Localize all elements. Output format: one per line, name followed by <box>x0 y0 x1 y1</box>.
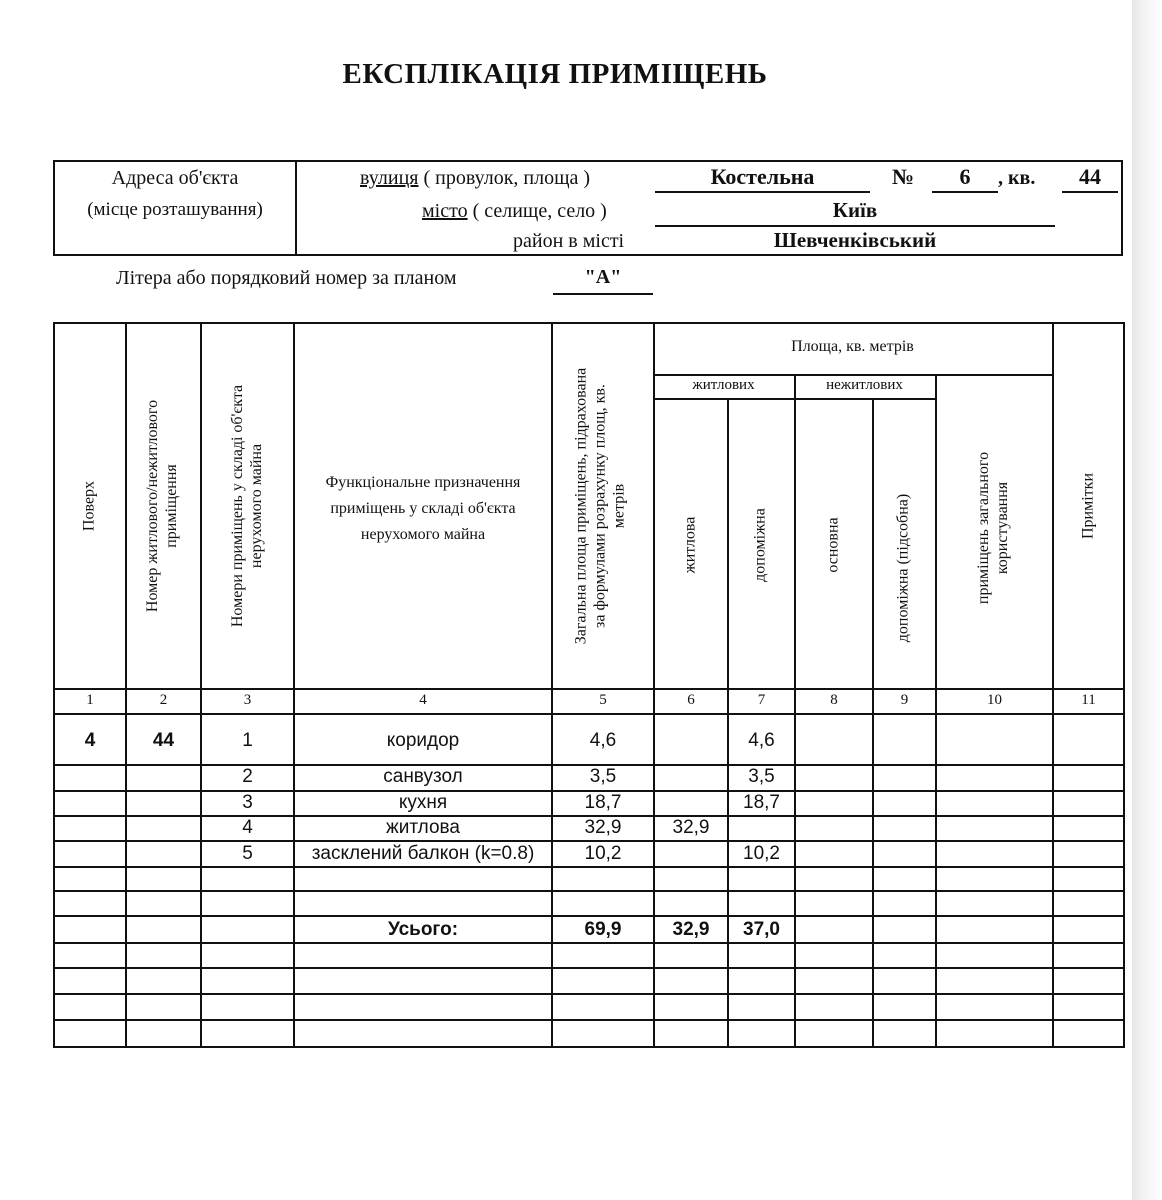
row-line <box>53 840 1125 842</box>
col-border <box>200 322 202 1048</box>
header-total-area: Загальна площа приміщень, підрахована за формулами розрахунку площ, кв. метрів <box>572 367 628 645</box>
col-border <box>794 374 796 1048</box>
header-nonresidential: нежитлових <box>826 377 903 393</box>
street-label: вулиця ( провулок, площа ) <box>360 167 591 189</box>
apt-label: , кв. <box>998 167 1036 189</box>
totals-total: 69,9 <box>584 919 622 940</box>
page-edge-shadow <box>1132 0 1162 1200</box>
number-underline <box>932 191 998 193</box>
document-title: ЕКСПЛІКАЦІЯ ПРИМІЩЕНЬ <box>342 58 768 90</box>
header-nonres-aux: допоміжна (підсобна) <box>894 493 912 643</box>
header-area-group: Площа, кв. метрів <box>791 338 914 355</box>
header-function: Функціональне призначення приміщень у складі об'єкта нерухомого майна <box>325 474 521 543</box>
header-bottom-line <box>53 688 1125 690</box>
col-number: 6 <box>687 692 695 708</box>
col-border <box>125 322 127 1048</box>
col-number: 9 <box>900 692 909 708</box>
cell-aux: 10,2 <box>743 843 780 864</box>
header-res-aux: допоміжна <box>751 508 769 582</box>
header-room-numbers: Номери приміщень у складі об'єкта нерухомого майна <box>229 384 265 628</box>
litera-value: "А" <box>584 266 622 288</box>
city-value: Київ <box>832 198 878 222</box>
city-label: місто ( селище, село ) <box>422 200 607 222</box>
street-underline <box>655 191 870 193</box>
col-number: 1 <box>86 692 94 708</box>
totals-aux: 37,0 <box>743 919 780 940</box>
cell-function: житлова <box>386 817 460 838</box>
row-line <box>53 915 1125 917</box>
apt-underline <box>1062 191 1118 193</box>
col-number: 4 <box>419 692 427 708</box>
table-top-border <box>53 322 1125 324</box>
cell-room: 4 <box>242 817 253 838</box>
number-value: 6 <box>959 164 971 189</box>
city-underline <box>655 225 1055 227</box>
header-unit-number: Номер житлового/нежитлового приміщення <box>144 399 180 613</box>
district-value: Шевченківський <box>773 228 937 252</box>
col-number: 2 <box>159 692 168 708</box>
cell-aux: 4,6 <box>748 730 775 751</box>
cell-aux: 18,7 <box>743 792 780 813</box>
col-border <box>1123 322 1125 1048</box>
row-line <box>53 967 1125 969</box>
row-line <box>53 1019 1125 1021</box>
cell-total: 32,9 <box>584 817 622 838</box>
cell-room: 1 <box>242 730 253 751</box>
cell-total: 4,6 <box>589 730 617 751</box>
address-label: Адреса об'єкта <box>111 167 239 189</box>
header-notes: Примітки <box>1079 472 1097 540</box>
col-border <box>53 322 55 1048</box>
col-border <box>727 398 729 1048</box>
cell-function: коридор <box>386 730 460 751</box>
address-label-sub: (місце розташування) <box>87 199 263 220</box>
cell-room: 2 <box>242 766 253 787</box>
cell-floor: 4 <box>84 730 96 751</box>
header-res-main: житлова <box>681 516 699 574</box>
col-number: 11 <box>1081 692 1096 708</box>
header-floor: Поверх <box>80 480 98 532</box>
cell-total: 18,7 <box>584 792 622 813</box>
col-number: 8 <box>830 692 838 708</box>
cell-res: 32,9 <box>672 817 710 838</box>
table-bottom-border <box>53 1046 1125 1048</box>
col-number: 5 <box>599 692 607 708</box>
cell-room: 5 <box>242 843 253 864</box>
district-label: район в місті <box>513 230 625 252</box>
litera-label: Літера або порядковий номер за планом <box>116 267 457 289</box>
totals-label: Усього: <box>387 919 459 940</box>
street-value: Костельна <box>710 164 815 189</box>
col-number: 7 <box>757 692 766 708</box>
cell-function: санвузол <box>383 766 463 787</box>
cell-aux: 3,5 <box>748 766 775 787</box>
header-common-areas: приміщень загального користування <box>975 451 1011 605</box>
area-group-line <box>653 374 1052 376</box>
row-line <box>53 993 1125 995</box>
header-nonres-main: основна <box>824 517 842 573</box>
apt-value: 44 <box>1079 164 1101 189</box>
cell-room: 3 <box>242 792 253 813</box>
totals-res: 32,9 <box>672 919 710 940</box>
cell-total: 3,5 <box>589 766 617 787</box>
cell-unit: 44 <box>152 730 175 751</box>
cell-function: засклений балкон (k=0.8) <box>311 843 535 864</box>
litera-underline <box>553 293 653 295</box>
row-line <box>53 866 1125 868</box>
colnum-bottom-line <box>53 713 1125 715</box>
header-residential: житлових <box>692 377 755 393</box>
cell-function: кухня <box>398 792 448 813</box>
col-number: 3 <box>243 692 252 708</box>
number-label: № <box>892 164 915 189</box>
cell-total: 10,2 <box>584 843 622 864</box>
col-border <box>872 398 874 1048</box>
row-line <box>53 942 1125 944</box>
col-border <box>935 374 937 1048</box>
row-line <box>53 890 1125 892</box>
col-border <box>1052 322 1054 1048</box>
col-number: 10 <box>987 692 1002 708</box>
address-divider <box>295 162 297 254</box>
